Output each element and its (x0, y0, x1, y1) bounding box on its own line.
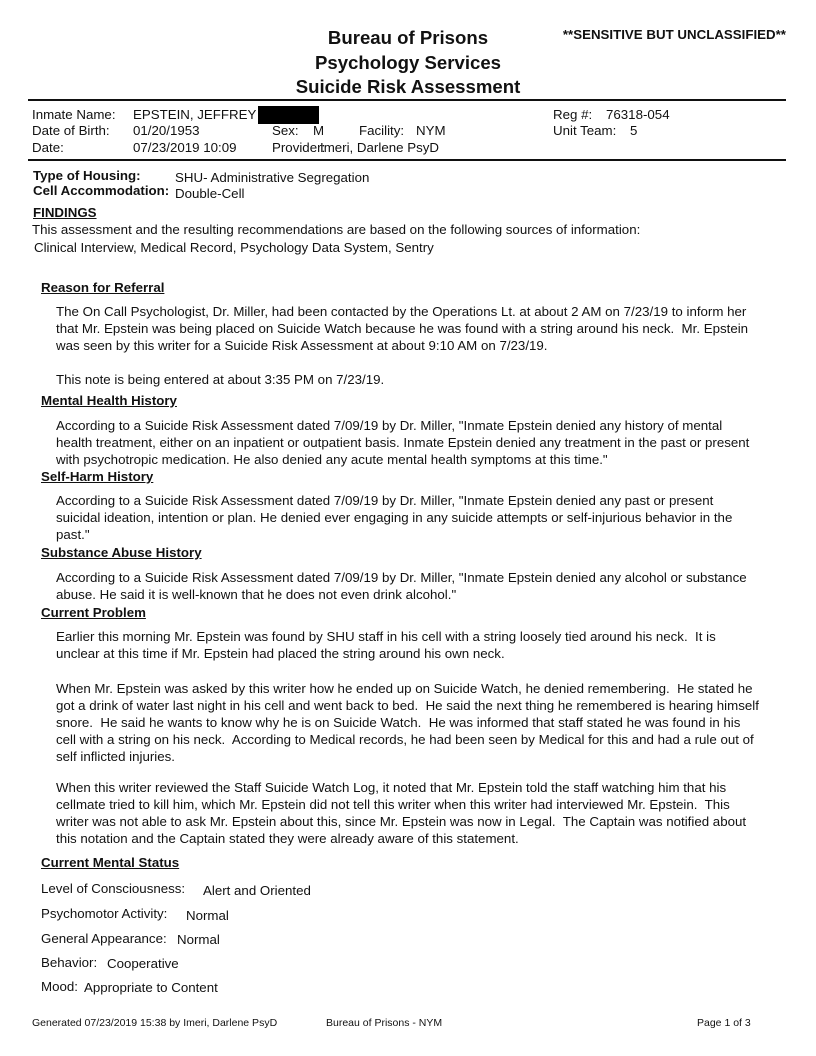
date-value: 07/23/2019 10:09 (133, 140, 237, 155)
date-label: Date: (32, 140, 64, 155)
paragraph-line: cellmate tried to kill him, which Mr. Epstein did not tell this writer when this writer had interviewed Mr. Epstein. This (56, 797, 730, 812)
consciousness-value: Alert and Oriented (203, 883, 311, 898)
paragraph-line: abuse. He said it is well-known that he does not even drink alcohol." (56, 587, 457, 602)
facility-value: NYM (416, 123, 446, 138)
dob-value: 01/20/1953 (133, 123, 200, 138)
reg-number-value: 76318-054 (606, 107, 670, 122)
mental-health-history-paragraph (56, 417, 749, 468)
housing-type-label: Type of Housing: (33, 168, 141, 183)
section-heading-current-problem: Current Problem (41, 605, 146, 620)
cell-accommodation-label: Cell Accommodation: (33, 183, 170, 198)
paragraph-line: snore. He said he wants to know why he is on Suicide Watch. He was informed that staff stated he was found in his (56, 715, 741, 730)
section-heading-substance-abuse-history: Substance Abuse History (41, 545, 202, 560)
sex-label: Sex: (272, 123, 299, 138)
section-heading-self-harm-history: Self-Harm History (41, 469, 154, 484)
inmate-name-value: EPSTEIN, JEFFREY (133, 107, 257, 122)
current-problem-paragraph-3 (56, 779, 746, 847)
paragraph-line: cell with a string on his neck. According to Medical records, he had been seen by Medical for this and had a rule out of (56, 732, 754, 747)
section-heading-reason-for-referral: Reason for Referral (41, 280, 165, 295)
paragraph-line: According to a Suicide Risk Assessment dated 7/09/19 by Dr. Miller, "Inmate Epstein denied any alcohol or substance (56, 570, 747, 585)
document-title-department: Psychology Services (314, 52, 502, 73)
referral-note-paragraph (56, 371, 384, 388)
document-title-form: Suicide Risk Assessment (295, 76, 521, 97)
unit-team-value: 5 (630, 123, 638, 138)
footer-facility: Bureau of Prisons - NYM (326, 1017, 443, 1029)
mood-value: Appropriate to Content (84, 980, 218, 995)
referral-paragraph (56, 303, 748, 354)
paragraph-line: writer was not able to ask Mr. Epstein about this, since Mr. Epstein was now in Legal. The Captain was notified about (56, 814, 747, 829)
current-problem-paragraph-1 (56, 628, 716, 662)
substance-abuse-history-paragraph (56, 569, 747, 603)
paragraph-line: When Mr. Epstein was asked by this writer how he ended up on Suicide Watch, he denied remembering. He stated he (56, 681, 753, 696)
inmate-name-label: Inmate Name: (32, 107, 116, 122)
classification-marking: **SENSITIVE BUT UNCLASSIFIED** (562, 27, 786, 42)
behavior-label: Behavior: (41, 955, 98, 970)
psychomotor-activity-value: Normal (186, 908, 229, 923)
housing-type-value: SHU- Administrative Segregation (175, 170, 370, 185)
provider-label: Provider: (272, 140, 326, 155)
footer-page-number: Page 1 of 3 (697, 1017, 751, 1029)
unit-team-label: Unit Team: (553, 123, 617, 138)
findings-intro-line: This assessment and the resulting recommendations are based on the following sources of information: (32, 222, 641, 237)
general-appearance-value: Normal (177, 932, 220, 947)
redaction-box (258, 106, 319, 124)
dob-label: Date of Birth: (32, 123, 110, 138)
paragraph-line: this notation and the Captain stated they were already aware of this statement. (56, 831, 519, 846)
psychomotor-activity-label: Psychomotor Activity: (41, 906, 168, 921)
paragraph-line: self inflicted injuries. (56, 749, 175, 764)
reg-number-label: Reg #: (553, 107, 593, 122)
paragraph-line: health treatment, either on an inpatient or outpatient basis. Inmate Epstein denied any treatment in the past or present (56, 435, 750, 450)
paragraph-line: When this writer reviewed the Staff Suicide Watch Log, it noted that Mr. Epstein told the staff watching him that his (56, 780, 727, 795)
provider-value: Imeri, Darlene PsyD (320, 140, 439, 155)
document-title-agency: Bureau of Prisons (327, 27, 489, 48)
section-heading-mental-health-history: Mental Health History (41, 393, 177, 408)
findings-sources-line: Clinical Interview, Medical Record, Psychology Data System, Sentry (34, 240, 434, 255)
behavior-value: Cooperative (107, 956, 179, 971)
paragraph-line: that Mr. Epstein was being placed on Suicide Watch because he was found with a string around his neck. Mr. Epstein (56, 321, 749, 336)
paragraph-line: was seen by this writer for a Suicide Risk Assessment at about 9:10 AM on 7/23/19. (56, 338, 548, 353)
mood-label: Mood: (41, 979, 78, 994)
facility-label: Facility: (359, 123, 405, 138)
general-appearance-label: General Appearance: (41, 931, 167, 946)
consciousness-label: Level of Consciousness: (41, 881, 186, 896)
paragraph-line: Earlier this morning Mr. Epstein was found by SHU staff in his cell with a string loosely tied around his neck. It is (56, 629, 716, 644)
sex-value: M (313, 123, 325, 138)
info-divider (28, 159, 786, 161)
paragraph-line: According to a Suicide Risk Assessment dated 7/09/19 by Dr. Miller, "Inmate Epstein denied any history of mental (56, 418, 723, 433)
cell-accommodation-value: Double-Cell (175, 186, 245, 201)
header-divider (28, 99, 786, 101)
self-harm-history-paragraph (56, 492, 732, 543)
paragraph-line: This note is being entered at about 3:35 PM on 7/23/19. (56, 372, 385, 387)
paragraph-line: with psychotropic medication. He also denied any acute mental health symptoms at this time." (56, 452, 608, 467)
paragraph-line: unclear at this time if Mr. Epstein had placed the string around his own neck. (56, 646, 505, 661)
paragraph-line: past." (56, 527, 90, 542)
section-heading-current-mental-status: Current Mental Status (41, 855, 180, 870)
current-problem-paragraph-2 (56, 680, 759, 765)
paragraph-line: suicidal ideation, intention or plan. He denied ever engaging in any suicide attempts or self-injurious behavior in the (56, 510, 733, 525)
paragraph-line: The On Call Psychologist, Dr. Miller, had been contacted by the Operations Lt. at about 2 AM on 7/23/19 to inform her (56, 304, 747, 319)
footer-generated: Generated 07/23/2019 15:38 by Imeri, Darlene PsyD (32, 1017, 278, 1029)
paragraph-line: got a drink of water last night in his cell and went back to bed. He said the next thing he remembered is hearing himself (56, 698, 759, 713)
paragraph-line: According to a Suicide Risk Assessment dated 7/09/19 by Dr. Miller, "Inmate Epstein denied any past or present (56, 493, 714, 508)
findings-heading: FINDINGS (33, 205, 97, 220)
